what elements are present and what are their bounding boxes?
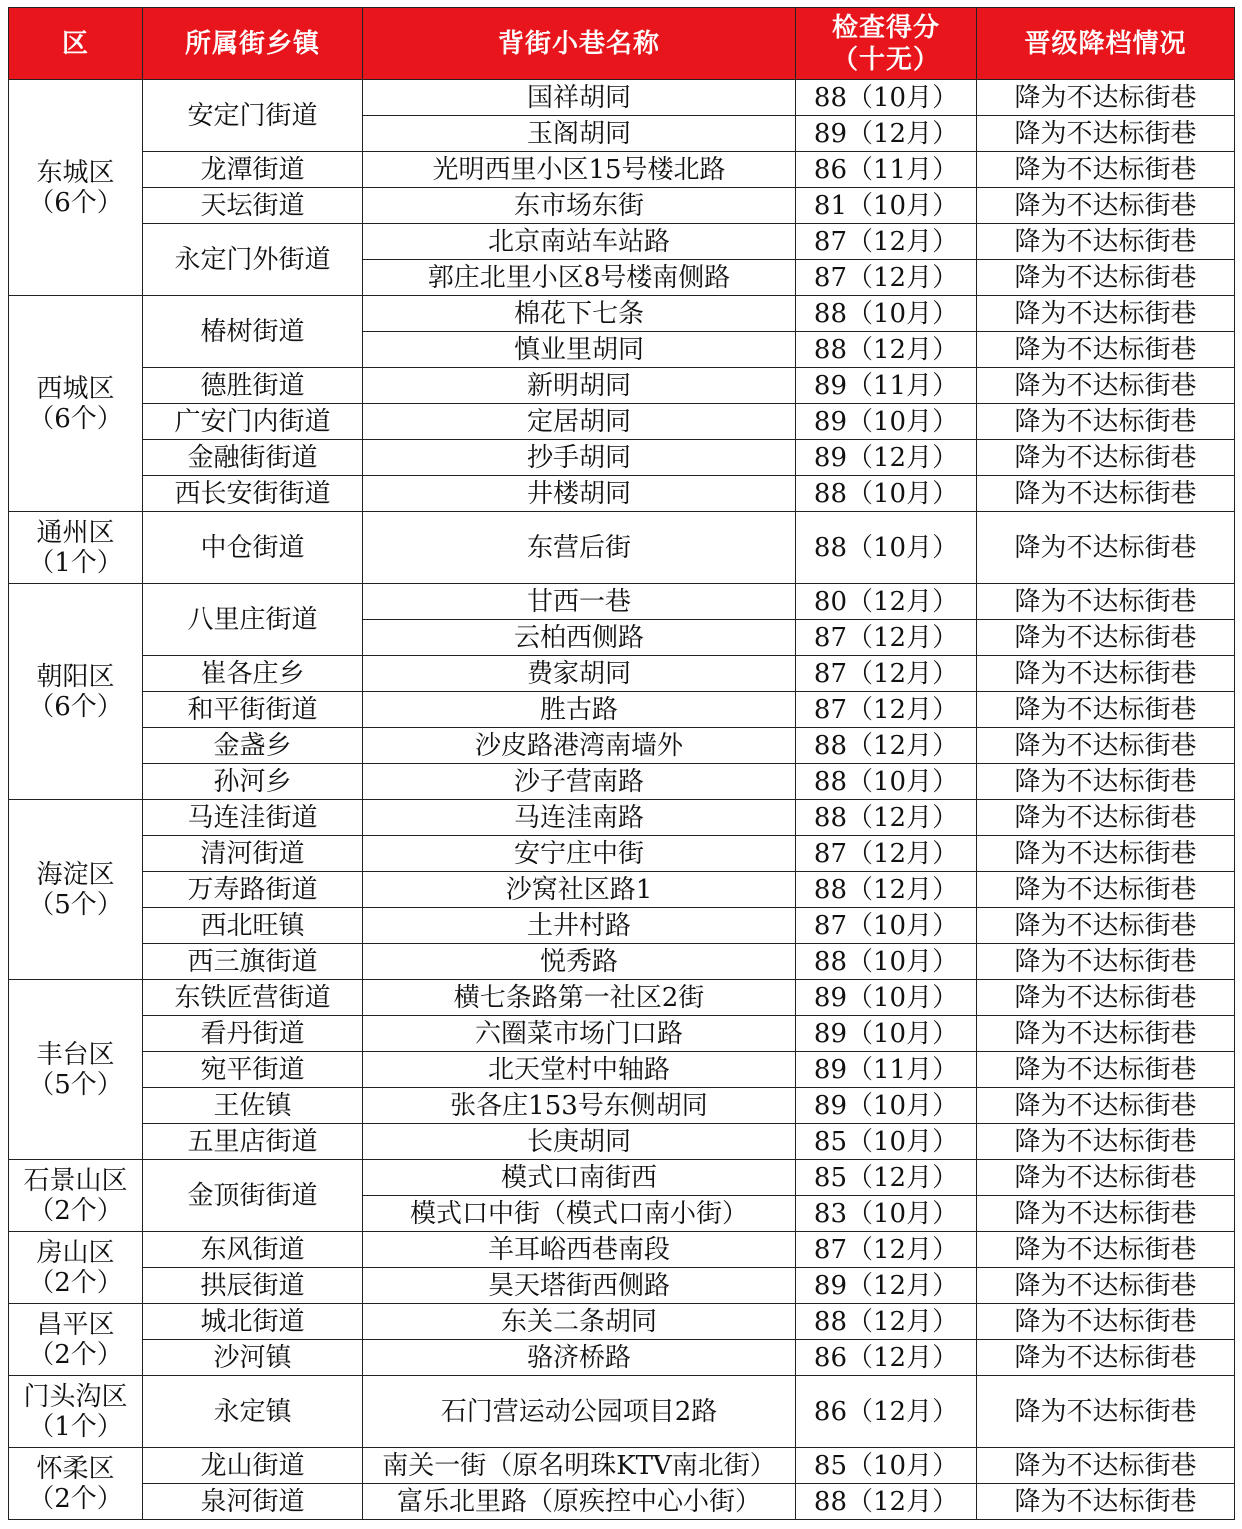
status-cell: 降为不达标街巷 (977, 908, 1235, 944)
alley-cell: 悦秀路 (363, 944, 796, 980)
status-cell: 降为不达标街巷 (977, 944, 1235, 980)
score-cell: 88（10月） (796, 944, 977, 980)
score-cell: 89（11月） (796, 368, 977, 404)
table-row (9, 584, 1235, 620)
alley-cell: 土井村路 (363, 908, 796, 944)
status-cell: 降为不达标街巷 (977, 116, 1235, 152)
status-cell: 降为不达标街巷 (977, 1160, 1235, 1196)
status-cell: 降为不达标街巷 (977, 260, 1235, 296)
status-cell: 降为不达标街巷 (977, 980, 1235, 1016)
alley-cell: 石门营运动公园项目2路 (363, 1376, 796, 1448)
status-cell: 降为不达标街巷 (977, 620, 1235, 656)
district-name: 丰台区 (36, 1039, 115, 1070)
status-cell: 降为不达标街巷 (977, 1340, 1235, 1376)
alley-cell: 胜古路 (363, 692, 796, 728)
table-row (9, 296, 1235, 332)
street-cell: 拱辰街道 (143, 1268, 363, 1304)
alley-cell: 骆济桥路 (363, 1340, 796, 1376)
score-cell: 81（10月） (796, 188, 977, 224)
status-cell: 降为不达标街巷 (977, 476, 1235, 512)
status-cell: 降为不达标街巷 (977, 1124, 1235, 1160)
district-name: 通州区 (36, 517, 115, 548)
district-name: 昌平区 (36, 1309, 115, 1340)
alley-cell: 沙子营南路 (363, 764, 796, 800)
alley-cell: 费家胡同 (363, 656, 796, 692)
alley-cell: 郭庄北里小区8号楼南侧路 (363, 260, 796, 296)
alley-status-table (8, 7, 1235, 1520)
table-row (9, 692, 1235, 728)
status-cell: 降为不达标街巷 (977, 1484, 1235, 1520)
status-cell: 降为不达标街巷 (977, 1376, 1235, 1448)
table-row (9, 980, 1235, 1016)
street-cell: 西长安街街道 (143, 476, 363, 512)
score-cell: 87（12月） (796, 260, 977, 296)
status-cell: 降为不达标街巷 (977, 872, 1235, 908)
header-score-line1: 检查得分 (831, 12, 940, 43)
district-count: （2个） (28, 1267, 123, 1298)
alley-cell: 六圈菜市场门口路 (363, 1016, 796, 1052)
table-row (9, 1160, 1235, 1196)
district-count: （1个） (28, 547, 123, 578)
street-cell: 万寿路街道 (143, 872, 363, 908)
alley-cell: 甘西一巷 (363, 584, 796, 620)
alley-cell: 云柏西侧路 (363, 620, 796, 656)
alley-cell: 东营后街 (363, 512, 796, 584)
street-cell: 龙潭街道 (143, 152, 363, 188)
score-cell: 88（12月） (796, 872, 977, 908)
alley-cell: 羊耳峪西巷南段 (363, 1232, 796, 1268)
alley-cell: 沙窝社区路1 (363, 872, 796, 908)
street-cell: 椿树街道 (143, 296, 363, 368)
score-cell: 88（12月） (796, 728, 977, 764)
score-cell: 88（12月） (796, 1304, 977, 1340)
table-row (9, 728, 1235, 764)
alley-cell: 昊天塔街西侧路 (363, 1268, 796, 1304)
status-cell: 降为不达标街巷 (977, 656, 1235, 692)
table-row (9, 836, 1235, 872)
status-cell: 降为不达标街巷 (977, 584, 1235, 620)
status-cell: 降为不达标街巷 (977, 80, 1235, 116)
table-row (9, 1376, 1235, 1448)
score-cell: 88（10月） (796, 764, 977, 800)
score-cell: 89（12月） (796, 116, 977, 152)
table-row (9, 1304, 1235, 1340)
district-cell (9, 512, 143, 584)
score-cell: 88（12月） (796, 800, 977, 836)
alley-cell: 富乐北里路（原疾控中心小街） (363, 1484, 796, 1520)
status-cell: 降为不达标街巷 (977, 728, 1235, 764)
district-cell (9, 296, 143, 512)
street-cell: 安定门街道 (143, 80, 363, 152)
street-cell: 孙河乡 (143, 764, 363, 800)
header-street: 所属街乡镇 (143, 8, 363, 80)
district-count: （6个） (28, 187, 123, 218)
score-cell: 87（12月） (796, 692, 977, 728)
district-name: 怀柔区 (36, 1453, 115, 1484)
score-cell: 89（10月） (796, 404, 977, 440)
score-cell: 83（10月） (796, 1196, 977, 1232)
score-cell: 87（12月） (796, 1232, 977, 1268)
score-cell: 88（10月） (796, 512, 977, 584)
alley-cell: 模式口南街西 (363, 1160, 796, 1196)
alley-cell: 井楼胡同 (363, 476, 796, 512)
street-cell: 龙山街道 (143, 1448, 363, 1484)
street-cell: 金盏乡 (143, 728, 363, 764)
district-count: （2个） (28, 1195, 123, 1226)
header-district: 区 (9, 8, 143, 80)
score-cell: 89（10月） (796, 1088, 977, 1124)
district-count: （5个） (28, 1069, 123, 1100)
street-cell: 广安门内街道 (143, 404, 363, 440)
table-row (9, 800, 1235, 836)
table-row (9, 944, 1235, 980)
status-cell: 降为不达标街巷 (977, 836, 1235, 872)
alley-cell: 横七条路第一社区2街 (363, 980, 796, 1016)
table-row (9, 764, 1235, 800)
table-row (9, 872, 1235, 908)
status-cell: 降为不达标街巷 (977, 404, 1235, 440)
header-score (796, 8, 977, 80)
status-cell: 降为不达标街巷 (977, 1232, 1235, 1268)
street-cell: 金融街街道 (143, 440, 363, 476)
table-row (9, 368, 1235, 404)
header-score-line2: （十无） (831, 44, 940, 75)
status-cell: 降为不达标街巷 (977, 152, 1235, 188)
status-cell: 降为不达标街巷 (977, 1268, 1235, 1304)
alley-cell: 北天堂村中轴路 (363, 1052, 796, 1088)
table-row (9, 440, 1235, 476)
street-cell: 泉河街道 (143, 1484, 363, 1520)
district-cell (9, 980, 143, 1160)
district-name: 西城区 (36, 373, 115, 404)
alley-cell: 长庚胡同 (363, 1124, 796, 1160)
district-name: 朝阳区 (36, 661, 115, 692)
street-cell: 中仓街道 (143, 512, 363, 584)
street-cell: 沙河镇 (143, 1340, 363, 1376)
alley-cell: 南关一街（原名明珠KTV南北街） (363, 1448, 796, 1484)
status-cell: 降为不达标街巷 (977, 1196, 1235, 1232)
alley-cell: 安宁庄中街 (363, 836, 796, 872)
alley-cell: 北京南站车站路 (363, 224, 796, 260)
street-cell: 宛平街道 (143, 1052, 363, 1088)
table-row (9, 512, 1235, 584)
table-row (9, 656, 1235, 692)
alley-cell: 模式口中街（模式口南小街） (363, 1196, 796, 1232)
street-cell: 永定镇 (143, 1376, 363, 1448)
table-row (9, 188, 1235, 224)
status-cell: 降为不达标街巷 (977, 188, 1235, 224)
district-count: （6个） (28, 691, 123, 722)
alley-cell: 新明胡同 (363, 368, 796, 404)
score-cell: 87（12月） (796, 224, 977, 260)
status-cell: 降为不达标街巷 (977, 512, 1235, 584)
street-cell: 德胜街道 (143, 368, 363, 404)
score-cell: 89（12月） (796, 440, 977, 476)
header-alley: 背街小巷名称 (363, 8, 796, 80)
status-cell: 降为不达标街巷 (977, 296, 1235, 332)
table-header (9, 8, 1235, 80)
alley-cell: 光明西里小区15号楼北路 (363, 152, 796, 188)
score-cell: 89（12月） (796, 1268, 977, 1304)
street-cell: 和平街街道 (143, 692, 363, 728)
street-cell: 马连洼街道 (143, 800, 363, 836)
table-row (9, 1340, 1235, 1376)
street-cell: 金顶街街道 (143, 1160, 363, 1232)
district-cell (9, 800, 143, 980)
alley-cell: 马连洼南路 (363, 800, 796, 836)
street-cell: 崔各庄乡 (143, 656, 363, 692)
district-cell (9, 1448, 143, 1520)
district-cell (9, 1304, 143, 1376)
street-cell: 王佐镇 (143, 1088, 363, 1124)
table-row (9, 152, 1235, 188)
district-cell (9, 1232, 143, 1304)
table-row (9, 404, 1235, 440)
score-cell: 85（10月） (796, 1448, 977, 1484)
street-cell: 东铁匠营街道 (143, 980, 363, 1016)
score-cell: 87（10月） (796, 908, 977, 944)
score-cell: 86（11月） (796, 152, 977, 188)
score-cell: 87（12月） (796, 656, 977, 692)
score-cell: 85（10月） (796, 1124, 977, 1160)
score-cell: 87（12月） (796, 620, 977, 656)
district-name: 东城区 (36, 157, 115, 188)
table-row (9, 1232, 1235, 1268)
street-cell: 城北街道 (143, 1304, 363, 1340)
score-cell: 88（10月） (796, 296, 977, 332)
table-row (9, 476, 1235, 512)
score-cell: 88（12月） (796, 332, 977, 368)
score-cell: 80（12月） (796, 584, 977, 620)
status-cell: 降为不达标街巷 (977, 1016, 1235, 1052)
alley-cell: 张各庄153号东侧胡同 (363, 1088, 796, 1124)
district-name: 海淀区 (36, 859, 115, 890)
status-cell: 降为不达标街巷 (977, 1088, 1235, 1124)
alley-cell: 抄手胡同 (363, 440, 796, 476)
score-cell: 89（11月） (796, 1052, 977, 1088)
alley-cell: 棉花下七条 (363, 296, 796, 332)
score-cell: 86（12月） (796, 1340, 977, 1376)
status-cell: 降为不达标街巷 (977, 224, 1235, 260)
table-row (9, 1052, 1235, 1088)
table-row (9, 80, 1235, 116)
street-cell: 清河街道 (143, 836, 363, 872)
alley-cell: 慎业里胡同 (363, 332, 796, 368)
header-status: 晋级降档情况 (977, 8, 1235, 80)
table-row (9, 1016, 1235, 1052)
status-cell: 降为不达标街巷 (977, 764, 1235, 800)
street-cell: 天坛街道 (143, 188, 363, 224)
district-count: （2个） (28, 1483, 123, 1514)
alley-cell: 定居胡同 (363, 404, 796, 440)
alley-cell: 沙皮路港湾南墙外 (363, 728, 796, 764)
district-name: 石景山区 (23, 1165, 128, 1196)
table-row (9, 1448, 1235, 1484)
table-row (9, 1124, 1235, 1160)
table-container (8, 7, 1235, 1520)
table-row (9, 224, 1235, 260)
status-cell: 降为不达标街巷 (977, 692, 1235, 728)
alley-cell: 国祥胡同 (363, 80, 796, 116)
district-count: （1个） (28, 1411, 123, 1442)
table-row (9, 1268, 1235, 1304)
district-cell (9, 1160, 143, 1232)
score-cell: 88（10月） (796, 80, 977, 116)
street-cell: 东风街道 (143, 1232, 363, 1268)
score-cell: 88（12月） (796, 1484, 977, 1520)
street-cell: 西北旺镇 (143, 908, 363, 944)
table-row (9, 1088, 1235, 1124)
score-cell: 89（10月） (796, 980, 977, 1016)
street-cell: 五里店街道 (143, 1124, 363, 1160)
score-cell: 89（10月） (796, 1016, 977, 1052)
status-cell: 降为不达标街巷 (977, 332, 1235, 368)
district-cell (9, 1376, 143, 1448)
table-row (9, 908, 1235, 944)
street-cell: 永定门外街道 (143, 224, 363, 296)
status-cell: 降为不达标街巷 (977, 368, 1235, 404)
status-cell: 降为不达标街巷 (977, 440, 1235, 476)
district-name: 房山区 (36, 1237, 115, 1268)
status-cell: 降为不达标街巷 (977, 1304, 1235, 1340)
district-cell (9, 80, 143, 296)
header-row (9, 8, 1235, 80)
district-cell (9, 584, 143, 800)
district-count: （2个） (28, 1339, 123, 1370)
alley-cell: 玉阁胡同 (363, 116, 796, 152)
alley-cell: 东关二条胡同 (363, 1304, 796, 1340)
score-cell: 86（12月） (796, 1376, 977, 1448)
district-count: （5个） (28, 889, 123, 920)
score-cell: 87（12月） (796, 836, 977, 872)
district-count: （6个） (28, 403, 123, 434)
status-cell: 降为不达标街巷 (977, 1448, 1235, 1484)
table-body (9, 80, 1235, 1520)
street-cell: 西三旗街道 (143, 944, 363, 980)
status-cell: 降为不达标街巷 (977, 1052, 1235, 1088)
street-cell: 八里庄街道 (143, 584, 363, 656)
alley-cell: 东市场东街 (363, 188, 796, 224)
table-row (9, 1484, 1235, 1520)
score-cell: 85（12月） (796, 1160, 977, 1196)
street-cell: 看丹街道 (143, 1016, 363, 1052)
status-cell: 降为不达标街巷 (977, 800, 1235, 836)
district-name: 门头沟区 (23, 1381, 128, 1412)
score-cell: 88（10月） (796, 476, 977, 512)
